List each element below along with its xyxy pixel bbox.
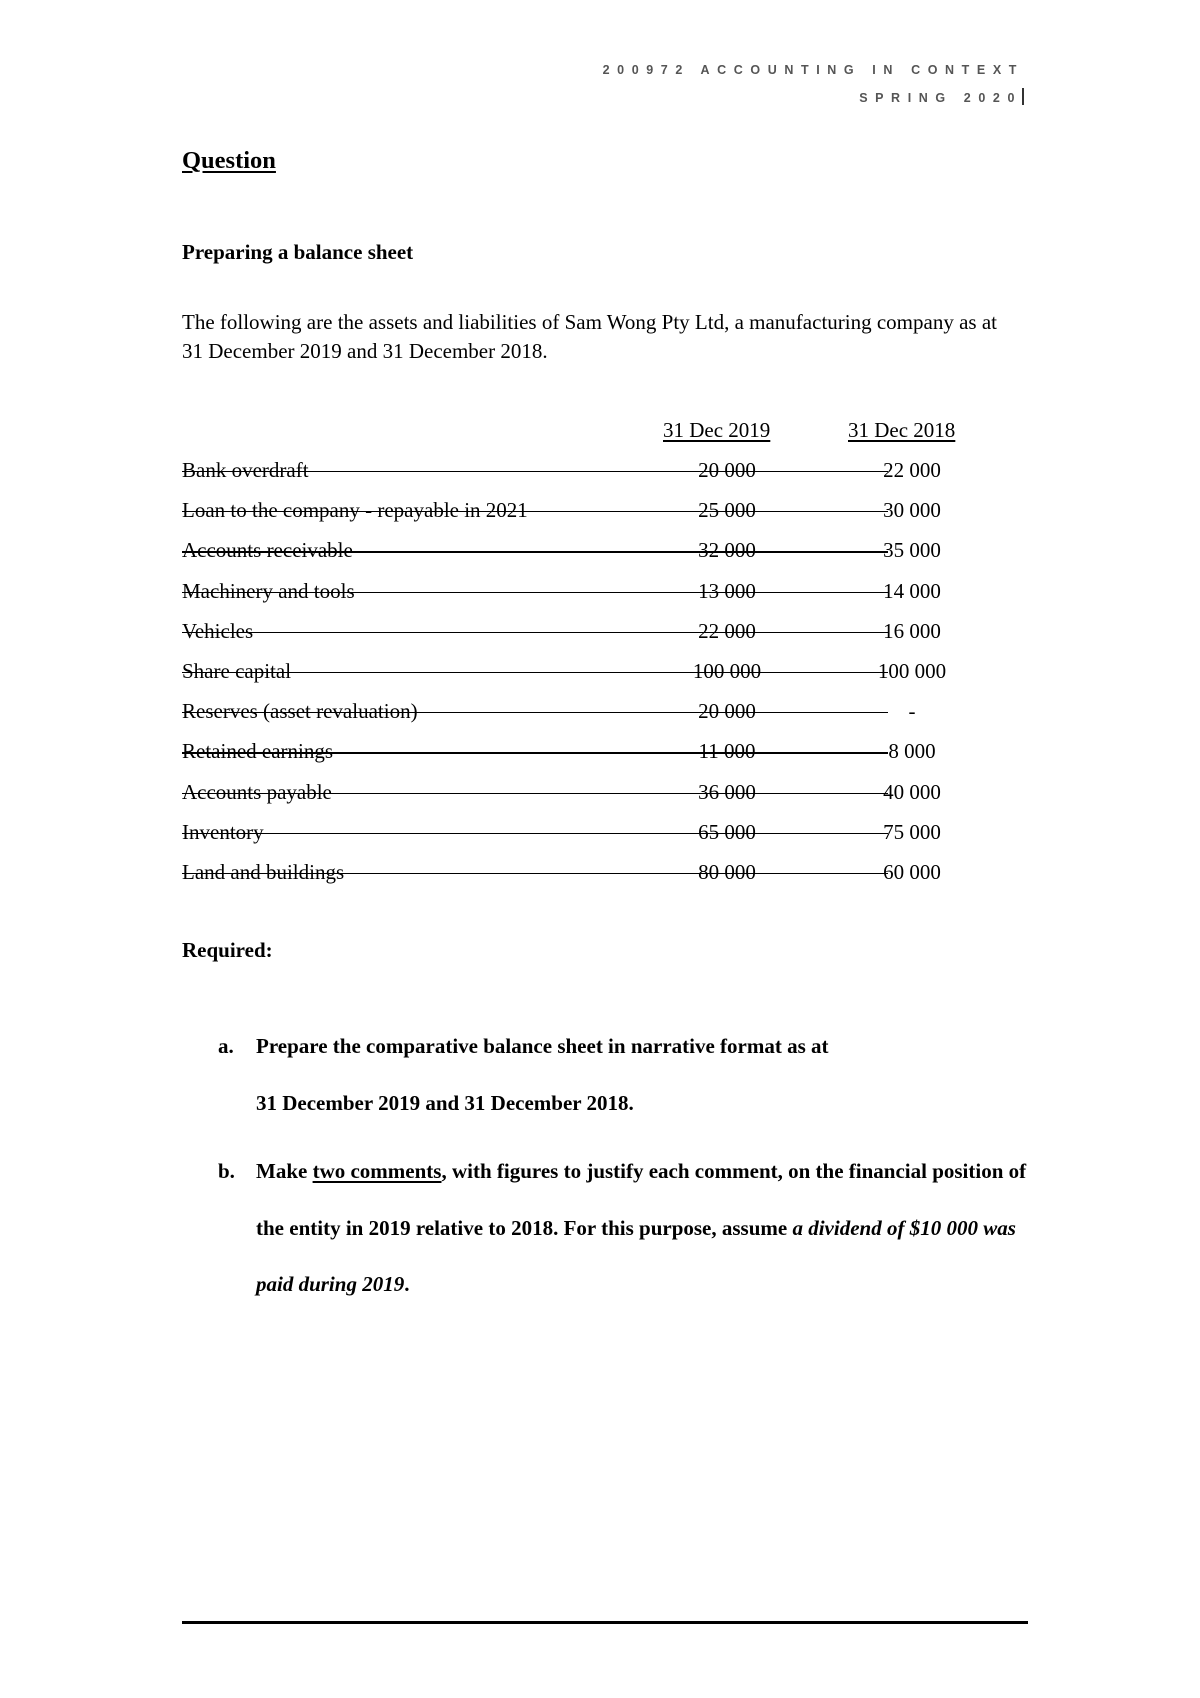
row-label: Accounts payable	[182, 779, 332, 804]
row-label: Reserves (asset revaluation)	[182, 699, 418, 724]
table-row	[182, 818, 1002, 858]
row-value-2019: 25 000	[698, 498, 756, 523]
row-label: Loan to the company - repayable in 2021	[182, 498, 528, 523]
table-row	[182, 657, 1002, 697]
table-row	[182, 536, 1002, 576]
table-row	[182, 617, 1002, 657]
header-divider	[1022, 88, 1024, 105]
row-value-2019: 100 000	[692, 658, 762, 683]
item-a-line1: Prepare the comparative balance sheet in narrative format as at	[256, 1034, 829, 1058]
list-marker-b: b.	[218, 1159, 235, 1183]
item-b-pre: Make	[256, 1159, 313, 1183]
row-value-2018: 75 000	[883, 819, 941, 844]
row-label: Bank overdraft	[182, 458, 309, 482]
row-label: Land and buildings	[182, 859, 345, 884]
row-label: Inventory	[182, 819, 264, 844]
item-b-post: , with figures to justify each comment, on the financial position of the entity in 2019 relative to 2018. For this purpose, assume	[256, 1159, 1027, 1240]
table-row	[182, 456, 1002, 496]
item-b-end: .	[404, 1272, 410, 1296]
header-semester	[603, 84, 1024, 112]
table-row	[182, 577, 1002, 617]
list-marker-a: a.	[218, 1034, 234, 1058]
row-value-2019: 65 000	[698, 819, 756, 844]
row-value-2018: 16 000	[883, 618, 941, 643]
row-value-2018: -	[908, 699, 916, 724]
row-label: Machinery and tools	[182, 578, 355, 603]
row-value-2019: 80 000	[698, 859, 756, 884]
table-row	[182, 496, 1002, 536]
row-value-2018: 22 000	[883, 458, 941, 482]
item-a-line2: 31 December 2019 and 31 December 2018.	[256, 1090, 634, 1115]
table-row	[182, 697, 1002, 737]
row-value-2019: 11 000	[698, 739, 756, 764]
column-header-2018: 31 Dec 2018	[848, 418, 956, 442]
row-value-2019: 20 000	[698, 699, 756, 724]
question-subtitle: Preparing a balance sheet	[182, 240, 414, 264]
required-list	[218, 1018, 1038, 1325]
page-header	[603, 56, 1024, 112]
table-row	[182, 737, 1002, 777]
row-value-2018: 35 000	[883, 538, 941, 563]
row-value-2019: 20 000	[698, 458, 756, 482]
row-value-2018: 40 000	[883, 779, 941, 804]
item-b-underlined: two comments	[312, 1159, 442, 1183]
row-label: Share capital	[182, 658, 292, 683]
row-value-2018: 8 000	[888, 739, 936, 764]
balance-table	[182, 418, 1002, 898]
row-value-2018: 14 000	[883, 578, 941, 603]
item-b-italic: a dividend of $10 000 was paid during 2019	[256, 1215, 1016, 1296]
header-semester-text: SPRING 2020	[859, 91, 1022, 105]
header-course: 200972 ACCOUNTING IN CONTEXT	[602, 63, 1024, 77]
list-item-a	[218, 1018, 1038, 1131]
row-label: Vehicles	[182, 618, 254, 643]
footer-divider	[182, 1621, 1028, 1624]
required-heading: Required:	[182, 938, 273, 962]
page-title: Question	[182, 147, 276, 174]
table-row	[182, 778, 1002, 818]
table-row	[182, 858, 1002, 898]
table-header	[182, 418, 1002, 456]
row-value-2018: 60 000	[883, 859, 941, 884]
row-value-2018: 30 000	[883, 498, 941, 523]
row-label: Retained earnings	[182, 739, 334, 764]
row-value-2019: 36 000	[698, 779, 756, 804]
intro-paragraph: The following are the assets and liabilities of Sam Wong Pty Ltd, a manufacturing company as at 31 December 2019 and 31 December 2018.	[182, 310, 997, 363]
row-value-2018: 100 000	[877, 658, 947, 683]
row-value-2019: 32 000	[698, 538, 756, 563]
row-value-2019: 13 000	[698, 578, 756, 603]
row-value-2019: 22 000	[698, 618, 756, 643]
row-label: Accounts receivable	[182, 538, 353, 563]
list-item-b	[218, 1143, 1038, 1313]
column-header-2019: 31 Dec 2019	[663, 418, 771, 442]
